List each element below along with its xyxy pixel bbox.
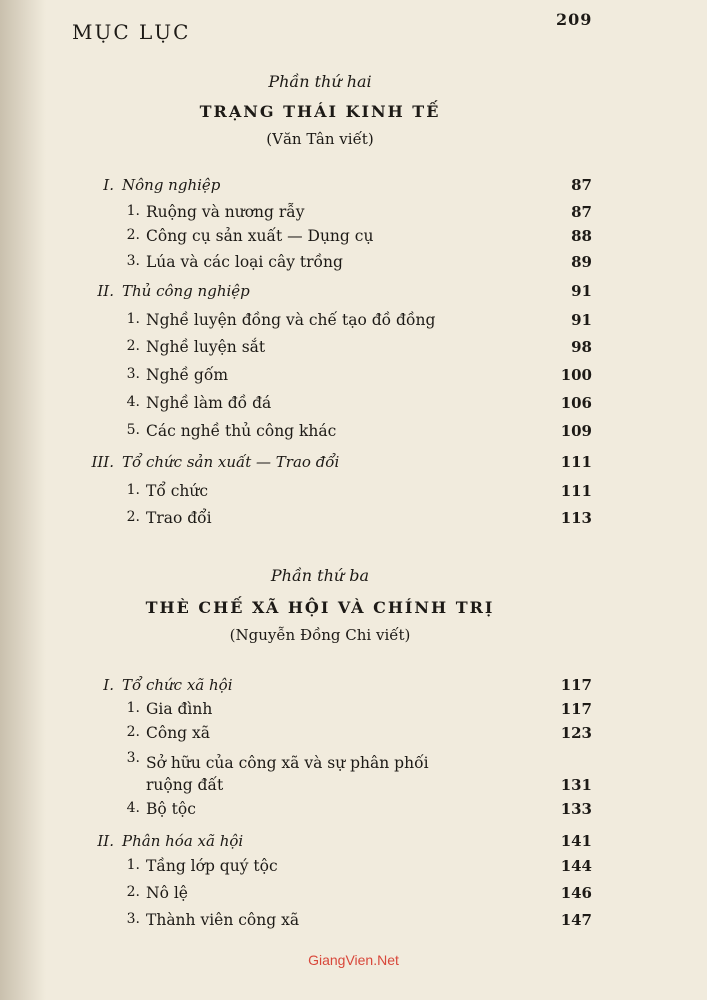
toc-item	[0, 884, 707, 910]
toc-item	[0, 750, 707, 802]
item-title: Ruộng và nương rẫy	[146, 203, 305, 221]
toc-item	[0, 227, 707, 253]
toc-item	[0, 482, 707, 508]
page-ref: 123	[560, 724, 592, 742]
item-title: Gia đình	[146, 700, 213, 718]
toc-item	[0, 366, 707, 392]
item-title: Nô lệ	[146, 884, 188, 902]
item-number: 1.	[126, 203, 140, 219]
toc-section	[0, 282, 707, 308]
toc-item	[0, 509, 707, 535]
page-ref: 100	[560, 366, 592, 384]
item-title: Các nghề thủ công khác	[146, 422, 337, 440]
toc-item	[0, 724, 707, 750]
page-ref: 133	[560, 800, 592, 818]
item-number: 2.	[126, 338, 140, 354]
part-author: (Nguyễn Đồng Chi viết)	[229, 626, 411, 644]
page-ref: 111	[560, 453, 592, 471]
page-ref: 146	[560, 884, 592, 902]
item-number: 1.	[126, 857, 140, 873]
page-ref: 91	[571, 311, 592, 329]
item-number: 3.	[126, 253, 140, 269]
page-ref: 141	[560, 832, 592, 850]
section-title: Thủ công nghiệp	[122, 282, 250, 300]
page-ref: 91	[571, 282, 592, 300]
item-title: Nghề làm đồ đá	[146, 394, 272, 412]
item-number: 2.	[126, 227, 140, 243]
section-numeral: I.	[103, 676, 114, 694]
part-label: Phần thứ hai	[268, 72, 372, 91]
item-title: Nghề luyện đồng và chế tạo đồ đồng	[146, 311, 436, 329]
page-ref: 109	[560, 422, 592, 440]
page-ref: 88	[571, 227, 592, 245]
page-ref: 113	[560, 509, 592, 527]
toc-section	[0, 453, 707, 479]
part-label: Phần thứ ba	[270, 566, 370, 585]
item-title: Công xã	[146, 724, 211, 742]
item-title: Nghề luyện sắt	[146, 338, 266, 356]
item-title: Công cụ sản xuất — Dụng cụ	[146, 227, 374, 245]
toc-item	[0, 311, 707, 337]
item-number: 2.	[126, 884, 140, 900]
toc-item	[0, 253, 707, 279]
section-numeral: II.	[97, 282, 114, 300]
item-number: 2.	[126, 509, 140, 525]
item-title: Nghề gốm	[146, 366, 229, 384]
page-number: 209	[556, 10, 593, 29]
toc-section	[0, 832, 707, 858]
page-ref: 106	[560, 394, 592, 412]
item-title: Tổ chức	[146, 482, 209, 500]
toc-item	[0, 911, 707, 937]
page-ref: 147	[560, 911, 592, 929]
page-ref: 111	[560, 482, 592, 500]
item-number: 1.	[126, 482, 140, 498]
toc-item	[0, 338, 707, 364]
watermark: GiangVien.Net	[308, 952, 399, 968]
item-title: Bộ tộc	[146, 800, 196, 818]
item-title: Lúa và các loại cây trồng	[146, 253, 343, 271]
item-title: Sở hữu của công xã và sự phân phối	[146, 754, 429, 772]
section-numeral: III.	[91, 453, 114, 471]
item-title: Thành viên công xã	[146, 911, 300, 929]
page-ref: 117	[560, 676, 592, 694]
section-numeral: II.	[97, 832, 114, 850]
item-number: 4.	[126, 800, 140, 816]
section-title: Nông nghiệp	[122, 176, 221, 194]
section-title: Tổ chức xã hội	[122, 676, 233, 694]
page-ref: 89	[571, 253, 592, 271]
item-number: 3.	[126, 750, 140, 766]
section-title: Tổ chức sản xuất — Trao đổi	[122, 453, 340, 471]
toc-item	[0, 800, 707, 826]
item-number: 1.	[126, 311, 140, 327]
page-ref: 87	[571, 203, 592, 221]
toc-item	[0, 394, 707, 420]
section-numeral: I.	[103, 176, 114, 194]
toc-item	[0, 700, 707, 726]
toc-item	[0, 422, 707, 448]
item-number: 3.	[126, 911, 140, 927]
page-ref: 144	[560, 857, 592, 875]
section-title: Phân hóa xã hội	[122, 832, 244, 850]
item-title-continued: ruộng đất	[146, 776, 224, 794]
toc-section	[0, 676, 707, 702]
part-author: (Văn Tân viết)	[266, 130, 374, 148]
item-title: Trao đổi	[146, 509, 212, 527]
toc-item	[0, 203, 707, 229]
item-number: 2.	[126, 724, 140, 740]
page-ref: 87	[571, 176, 592, 194]
toc-item	[0, 857, 707, 883]
item-number: 4.	[126, 394, 140, 410]
item-number: 3.	[126, 366, 140, 382]
item-title: Tầng lớp quý tộc	[146, 857, 278, 875]
toc-section	[0, 176, 707, 202]
page-ref: 117	[560, 700, 592, 718]
part-title: TRẠNG THÁI KINH TẾ	[199, 102, 441, 121]
item-number: 5.	[126, 422, 140, 438]
item-number: 1.	[126, 700, 140, 716]
running-head: MỤC LỤC	[72, 20, 191, 44]
page-ref: 131	[560, 776, 592, 794]
page-ref: 98	[571, 338, 592, 356]
part-title: THÈ CHẾ XÃ HỘI VÀ CHÍNH TRỊ	[145, 598, 495, 617]
